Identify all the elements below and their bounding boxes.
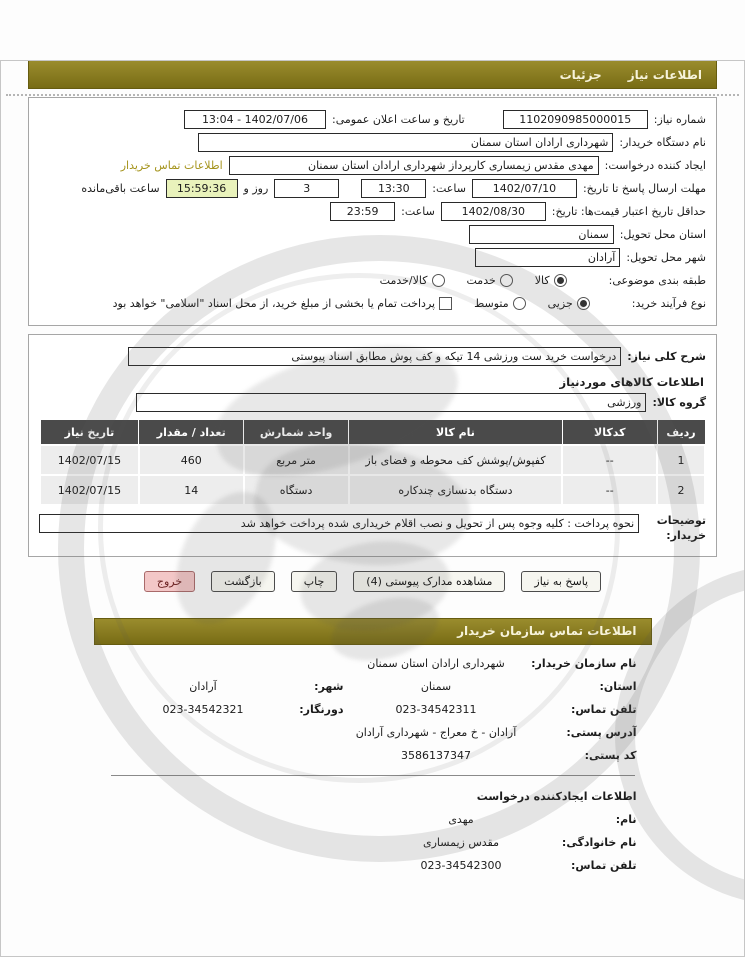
postal-code-row bbox=[109, 749, 637, 762]
goods-group-field[interactable]: ورزشی bbox=[136, 393, 646, 412]
cell-item-code: -- bbox=[562, 445, 657, 475]
province-label: استان: bbox=[599, 679, 637, 693]
col-unit: واحد شمارش bbox=[244, 420, 349, 446]
time-remaining-field: 15:59:36 bbox=[166, 179, 238, 198]
radio-option-service[interactable] bbox=[467, 274, 513, 287]
col-quantity: تعداد / مقدار bbox=[139, 420, 244, 446]
print-button[interactable]: چاپ bbox=[291, 571, 338, 592]
tab-need-info[interactable]: اطلاعات نیاز bbox=[627, 67, 702, 82]
deadline-row bbox=[39, 179, 706, 198]
buyer-notes-row bbox=[39, 514, 706, 544]
radio-option-minor[interactable] bbox=[548, 297, 590, 310]
address-label: آدرس پستی: bbox=[566, 725, 637, 739]
delivery-province-field[interactable]: سمنان bbox=[469, 225, 614, 244]
creator-phone-row bbox=[109, 859, 637, 872]
delivery-province-label: استان محل تحویل: bbox=[619, 228, 706, 241]
days-remaining-label: روز و bbox=[243, 182, 269, 195]
reply-to-need-button[interactable]: پاسخ به نیاز bbox=[521, 571, 601, 592]
cell-quantity: 460 bbox=[139, 445, 244, 475]
cell-need-date: 1402/07/15 bbox=[40, 445, 139, 475]
city-label: شهر: bbox=[314, 679, 344, 693]
time-remaining-label: ساعت باقی‌مانده bbox=[81, 182, 160, 195]
city-value: آرادان bbox=[189, 679, 217, 693]
cell-item-code: -- bbox=[562, 475, 657, 505]
fax-value: 023-34542321 bbox=[162, 702, 244, 716]
need-info-panel bbox=[28, 97, 717, 326]
need-header-bar bbox=[28, 60, 717, 89]
col-row-number: ردیف bbox=[657, 420, 705, 446]
price-validity-hour-label: ساعت: bbox=[401, 205, 435, 218]
process-type-row bbox=[39, 294, 706, 313]
col-need-date: تاریخ نیاز bbox=[40, 420, 139, 446]
radio-selected-icon bbox=[577, 297, 590, 310]
request-creator-field[interactable]: مهدی مقدس زیمساری کارپرداز شهرداری ارادان استان سمنان bbox=[229, 156, 599, 175]
price-validity-date-field[interactable]: 1402/08/30 bbox=[441, 202, 546, 221]
islamic-payment-checkbox[interactable] bbox=[113, 297, 452, 310]
province-city-row bbox=[109, 680, 637, 693]
delivery-city-label: شهر محل تحویل: bbox=[626, 251, 706, 264]
phone-fax-row bbox=[109, 703, 637, 716]
address-value: آرادان - خ معراج - شهرداری آرادان bbox=[355, 725, 517, 739]
action-buttons bbox=[28, 571, 717, 592]
radio-unselected-icon bbox=[500, 274, 513, 287]
creator-phone-label: تلفن تماس: bbox=[571, 858, 637, 872]
goods-table-header-row bbox=[40, 420, 705, 446]
cell-quantity: 14 bbox=[139, 475, 244, 505]
radio-selected-icon bbox=[554, 274, 567, 287]
checkbox-unchecked-icon bbox=[439, 297, 452, 310]
table-row bbox=[40, 475, 705, 505]
announce-field[interactable]: 13:04 - 1402/07/06 bbox=[184, 110, 326, 129]
tab-details[interactable]: جزئیات bbox=[559, 67, 602, 82]
goods-group-label: گروه کالا: bbox=[652, 396, 706, 409]
radio-service-label: خدمت bbox=[466, 274, 496, 287]
org-name-row bbox=[109, 657, 637, 670]
need-number-label: شماره نیاز: bbox=[653, 113, 706, 126]
first-name-label: نام: bbox=[615, 812, 637, 826]
goods-group-row bbox=[39, 393, 706, 412]
goods-panel bbox=[28, 334, 717, 557]
phone-value: 023-34542311 bbox=[395, 702, 477, 716]
need-summary-field[interactable]: درخواست خرید ست ورزشی 14 تیکه و کف پوش مطابق اسناد پیوستی bbox=[128, 347, 621, 366]
buyer-notes-label: توضیحات خریدار: bbox=[656, 514, 706, 542]
first-name-value: مهدی bbox=[448, 812, 474, 826]
radio-unselected-icon bbox=[432, 274, 445, 287]
org-contact-header-bar bbox=[94, 618, 652, 645]
request-creator-title: اطلاعات ایجادکننده درخواست bbox=[476, 789, 637, 803]
deadline-hour-label: ساعت: bbox=[432, 182, 466, 195]
radio-goods-label: کالا bbox=[534, 274, 550, 287]
phone-label: تلفن تماس: bbox=[571, 702, 637, 716]
last-name-value: مقدس زیمساری bbox=[423, 835, 499, 849]
request-creator-label: ایجاد کننده درخواست: bbox=[604, 159, 706, 172]
postal-code-value: 3586137347 bbox=[401, 748, 471, 762]
cell-need-date: 1402/07/15 bbox=[40, 475, 139, 505]
subject-category-label: طبقه بندی موضوعی: bbox=[608, 274, 706, 287]
view-attachments-button[interactable]: مشاهده مدارک پیوستی (4) bbox=[353, 571, 505, 592]
buyer-device-field[interactable]: شهرداری ارادان استان سمنان bbox=[198, 133, 613, 152]
creator-phone-value: 023-34542300 bbox=[420, 858, 502, 872]
radio-medium-label: متوسط bbox=[474, 297, 509, 310]
radio-option-goods-service[interactable] bbox=[380, 274, 445, 287]
cell-item-name: دستگاه بدنسازی چندکاره bbox=[349, 475, 563, 505]
price-validity-time-field[interactable]: 23:59 bbox=[330, 202, 395, 221]
delivery-city-row bbox=[39, 248, 706, 267]
org-name-label: نام سازمان خریدار: bbox=[531, 656, 637, 670]
subject-category-row bbox=[39, 271, 706, 290]
table-row bbox=[40, 445, 705, 475]
price-validity-row bbox=[39, 202, 706, 221]
goods-section-title: اطلاعات کالاهای موردنیاز bbox=[559, 375, 704, 389]
creator-first-name-row bbox=[109, 813, 637, 826]
request-creator-row bbox=[39, 156, 706, 175]
cell-row-number: 1 bbox=[657, 445, 705, 475]
postal-code-label: کد پستی: bbox=[584, 748, 637, 762]
days-remaining-field[interactable]: 3 bbox=[274, 179, 339, 198]
creator-last-name-row bbox=[109, 836, 637, 849]
fax-label: دورنگار: bbox=[299, 702, 344, 716]
org-contact-title: اطلاعات تماس سازمان خریدار bbox=[457, 624, 637, 639]
price-validity-label: حداقل تاریخ اعتبار قیمت‌ها: تاریخ: bbox=[551, 205, 706, 218]
deadline-date-field[interactable]: 1402/07/10 bbox=[472, 179, 577, 198]
radio-option-goods[interactable] bbox=[535, 274, 567, 287]
contact-divider bbox=[111, 775, 635, 776]
col-item-name: نام کالا bbox=[349, 420, 563, 446]
cell-item-name: کفپوش/پوشش کف محوطه و فضای باز bbox=[349, 445, 563, 475]
need-summary-row bbox=[39, 347, 706, 366]
org-name-value: شهرداری ارادان استان سمنان bbox=[367, 656, 505, 670]
cell-row-number: 2 bbox=[657, 475, 705, 505]
radio-option-medium[interactable] bbox=[474, 297, 526, 310]
buyer-contact-link[interactable]: اطلاعات تماس خریدار bbox=[120, 159, 223, 172]
back-button[interactable]: بازگشت bbox=[211, 571, 275, 592]
announce-label: تاریخ و ساعت اعلان عمومی: bbox=[331, 113, 465, 126]
islamic-payment-label: پرداخت تمام یا بخشی از مبلغ خرید، از محل اسناد "اسلامی" خواهد بود bbox=[112, 297, 436, 310]
last-name-label: نام خانوادگی: bbox=[561, 835, 637, 849]
deadline-label: مهلت ارسال پاسخ تا تاریخ: bbox=[582, 182, 706, 195]
buyer-device-row bbox=[39, 133, 706, 152]
deadline-time-field[interactable]: 13:30 bbox=[361, 179, 426, 198]
need-summary-label: شرح کلی نیاز: bbox=[627, 350, 706, 363]
buyer-device-label: نام دستگاه خریدار: bbox=[619, 136, 706, 149]
radio-minor-label: جزیی bbox=[547, 297, 573, 310]
address-row bbox=[109, 726, 637, 739]
need-number-row bbox=[39, 110, 706, 129]
cell-unit: دستگاه bbox=[244, 475, 349, 505]
delivery-city-field[interactable]: آرادان bbox=[475, 248, 620, 267]
buyer-notes-field[interactable]: نحوه پرداخت : کلیه وجوه پس از تحویل و نصب اقلام خریداری شده پرداخت خواهد شد bbox=[39, 514, 639, 533]
radio-goods-service-label: کالا/خدمت bbox=[379, 274, 428, 287]
need-number-field[interactable]: 1102090985000015 bbox=[503, 110, 648, 129]
cell-unit: متر مربع bbox=[244, 445, 349, 475]
radio-unselected-icon bbox=[513, 297, 526, 310]
province-value: سمنان bbox=[420, 679, 452, 693]
exit-button[interactable]: خروج bbox=[144, 571, 195, 592]
goods-table bbox=[39, 419, 706, 506]
col-item-code: کدکالا bbox=[562, 420, 657, 446]
page-content bbox=[28, 60, 717, 872]
process-type-label: نوع فرآیند خرید: bbox=[631, 297, 706, 310]
delivery-province-row bbox=[39, 225, 706, 244]
org-contact-section bbox=[109, 657, 637, 872]
